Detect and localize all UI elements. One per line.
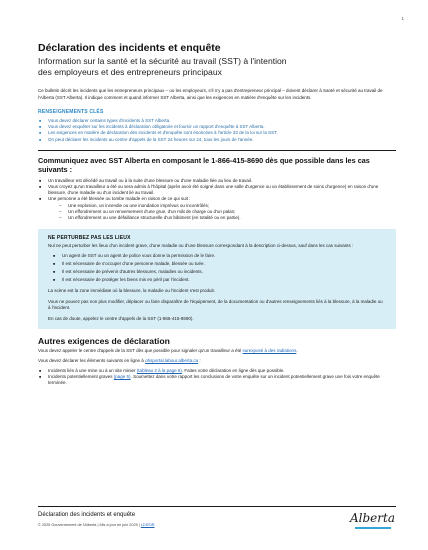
other-requirements-section bbox=[38, 336, 396, 387]
callout-item: ■ Il est nécessaire de s'occuper d'une personne malade, blessée ou tuée. bbox=[52, 261, 386, 267]
online-text-end: : bbox=[198, 357, 201, 363]
subtitle-line-2: des employeurs et des entrepreneurs principaux bbox=[38, 67, 222, 77]
alberta-logo-underline bbox=[355, 527, 391, 529]
callout-item: ■ Il est nécessaire de protéger les biens mis en péril par l'incident. bbox=[52, 277, 386, 283]
contact-subitem: – Une explosion, un incendie ou une inondation imprévus ou incontrôlés; bbox=[56, 203, 396, 209]
online-report-list bbox=[38, 368, 396, 387]
key-point-item: ■ Vous devez enquêter sur les incidents à déclaration obligatoire et fournir un rapport d'enquête à SST Alberta. bbox=[38, 124, 396, 130]
contact-section bbox=[38, 156, 396, 221]
other-requirements-heading: Autres exigences de déclaration bbox=[38, 335, 170, 346]
contact-item: ■ Vous croyez qu'un travailleur a été ou sera admis à l'hôpital (après avoir été soigné dans une salle d'urgence ou un établissement de soins d'urgence) en raison d'une blessure, d'une maladie ou d'un incident lié au travail. bbox=[38, 184, 396, 196]
radiation-text: Vous devez appeler le centre d'appels de la SST dès que possible pour signaler qu'un travailleur a été bbox=[38, 347, 243, 353]
footer-link[interactable]: LDSSIR bbox=[140, 523, 155, 527]
intro-paragraph: Ce bulletin décrit les incidents que les entrepreneurs principaux – ou les employeurs, s'il n'y a pas d'entrepreneur principal – doivent déclarer à Santé et sécurité au travail de l'Alberta (SST Alberta). Il indique comment et quand informer SST Alberta, ainsi que les exigences en matière d'enquête sur les incidents. bbox=[38, 88, 383, 100]
callout-item: ■ Un agent de SST ou un agent de police vous donne la permission de le faire. bbox=[52, 253, 386, 259]
online-report-text: Incidents potentiellement graves bbox=[48, 374, 114, 380]
alberta-logo: Alberta bbox=[350, 511, 395, 525]
online-paragraph bbox=[38, 358, 396, 364]
page-number: 1 bbox=[401, 16, 404, 21]
radiation-text-end: . bbox=[296, 347, 298, 353]
callout-paragraph: La scène est la zone immédiate où la blessure, la maladie ou l'incident s'est produit. bbox=[48, 287, 216, 293]
callout-paragraph: Vous ne pouvez pas non plus modifier, déplacer ou faire disparaître de l'équipement, de la documentation ou d'autres renseignements liés à la blessure, à la maladie ou à l'incident. bbox=[48, 298, 383, 311]
callout-item: ■ Il est nécessaire de prévenir d'autres blessures, maladies ou incidents. bbox=[52, 269, 386, 275]
contact-subitem: – Un effondrement ou un renversement d'une grue, d'un mât de charge ou d'un palan; bbox=[56, 209, 396, 215]
subtitle-line-1: Information sur la santé et la sécurité au travail (SST) à l'intention bbox=[38, 56, 287, 66]
page-5-link[interactable]: (page 5) bbox=[113, 374, 131, 380]
key-point-item: ■ Vous devez déclarer certains types d'incidents à SST Alberta. bbox=[38, 118, 396, 124]
document-subtitle bbox=[38, 56, 396, 78]
footer-copyright-text: © 2025 Gouvernement de l'Alberta | Mis à jour en juin 2025 | bbox=[38, 523, 141, 527]
key-points-heading: RENSEIGNEMENTS CLÉS bbox=[38, 109, 104, 115]
contact-item: ■ Un travailleur est décédé au travail ou à la suite d'une blessure ou d'une maladie liée au lieu de travail. bbox=[38, 178, 396, 184]
table-2-link[interactable]: (tableau 2 à la page 6) bbox=[136, 367, 182, 373]
main-content bbox=[38, 42, 396, 387]
footer-divider bbox=[38, 506, 396, 507]
online-report-text-end: . Soumettez dans votre rapport les conclusions de votre enquête sur un incident potentiellement grave une fois votre enquête terminée. bbox=[48, 374, 380, 386]
online-report-text: Incidents liés à une mine ou à un site minier bbox=[48, 367, 137, 373]
contact-heading: Communiquez avec SST Alberta en composant le 1-866-415-8690 dès que possible dans les cas suivants : bbox=[38, 155, 370, 174]
contact-item-text: Une personne a été blessée ou tombe malade en raison de ce qui suit : bbox=[48, 196, 191, 202]
radiation-link[interactable]: surexposé à des radiations bbox=[242, 347, 297, 353]
online-report-text-end: . Faites votre déclaration en ligne dès que possible. bbox=[181, 367, 285, 373]
document-title: Déclaration des incidents et enquête bbox=[38, 42, 221, 54]
contact-list bbox=[38, 178, 396, 221]
key-points-section bbox=[38, 109, 396, 143]
callout-paragraph: En cas de doute, appelez le centre d'appels de la SST (1-866-415-8690). bbox=[48, 316, 194, 322]
key-points-list bbox=[38, 118, 396, 143]
online-text: Vous devez déclarer les éléments suivants en ligne à bbox=[38, 357, 146, 363]
key-point-item: ■ On peut déclarer les incidents au centre d'appels de la SST 24 heures sur 24, tous les jours de l'année. bbox=[38, 137, 396, 143]
callout-heading: NE PERTURBEZ PAS LES LIEUX bbox=[48, 235, 131, 242]
do-not-disturb-callout bbox=[38, 229, 396, 328]
footer-title: Déclaration des incidents et enquête bbox=[38, 512, 136, 518]
footer-copyright bbox=[38, 523, 155, 527]
callout-intro: Nul ne peut perturber les lieux d'un incident grave, d'une maladie ou d'une blessure correspondant à la description ci-dessus, sauf dans les cas suivants : bbox=[48, 243, 354, 249]
contact-item bbox=[38, 196, 396, 221]
contact-subitem: – Un effondrement ou une défaillance structurelle d'un bâtiment (en totalité ou en partie). bbox=[56, 215, 396, 221]
radiation-paragraph bbox=[38, 348, 396, 354]
contact-sublist bbox=[48, 203, 396, 222]
callout-list bbox=[52, 253, 386, 282]
ohs-portal-link[interactable]: ohsportal.labour.alberta.ca bbox=[145, 357, 199, 363]
online-report-item bbox=[38, 374, 396, 386]
section-divider bbox=[38, 150, 396, 151]
key-point-item: ■ Les exigences en matière de déclaration des incidents et d'enquête sont énoncées à l'article 33 de la loi sur la SST. bbox=[38, 130, 396, 136]
